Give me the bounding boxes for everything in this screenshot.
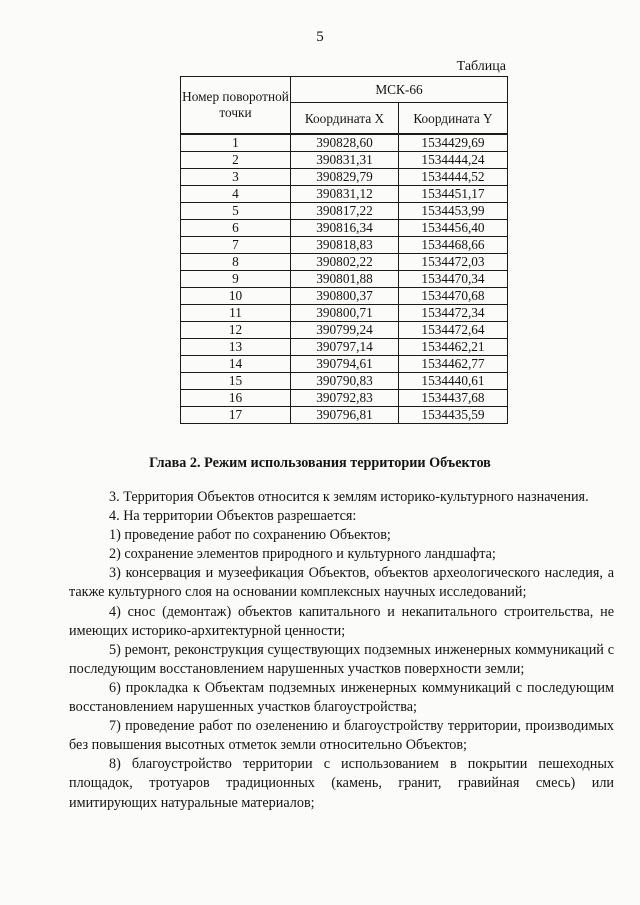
cell-coord-x: 390831,31 xyxy=(291,152,399,169)
cell-point-number: 4 xyxy=(181,186,291,203)
table-row xyxy=(181,254,508,271)
cell-point-number: 5 xyxy=(181,203,291,220)
table-row xyxy=(181,390,508,407)
table-row xyxy=(181,134,508,152)
coordinates-table xyxy=(180,76,508,424)
cell-point-number: 10 xyxy=(181,288,291,305)
cell-coord-x: 390800,71 xyxy=(291,305,399,322)
cell-point-number: 17 xyxy=(181,407,291,424)
cell-coord-y: 1534437,68 xyxy=(399,390,508,407)
cell-point-number: 14 xyxy=(181,356,291,373)
table-row xyxy=(181,271,508,288)
paragraph: 6) прокладка к Объектам подземных инженерных коммуникаций с последующим восстановлением нарушенных участков благоустройства; xyxy=(69,679,614,716)
cell-coord-y: 1534429,69 xyxy=(399,134,508,152)
table-row xyxy=(181,322,508,339)
cell-coord-y: 1534470,34 xyxy=(399,271,508,288)
cell-coord-y: 1534470,68 xyxy=(399,288,508,305)
paragraph: 1) проведение работ по сохранению Объектов; xyxy=(109,527,391,544)
cell-coord-y: 1534468,66 xyxy=(399,237,508,254)
table-row xyxy=(181,305,508,322)
page-number: 5 xyxy=(316,29,324,45)
cell-point-number: 13 xyxy=(181,339,291,356)
header-point-number: Номер поворотной точки xyxy=(181,77,291,135)
table-row xyxy=(181,339,508,356)
cell-coord-y: 1534472,64 xyxy=(399,322,508,339)
cell-coord-x: 390794,61 xyxy=(291,356,399,373)
cell-coord-y: 1534462,77 xyxy=(399,356,508,373)
cell-coord-y: 1534462,21 xyxy=(399,339,508,356)
cell-coord-y: 1534444,52 xyxy=(399,169,508,186)
paragraph: 3. Территория Объектов относится к землям историко-культурного назначения. xyxy=(109,489,589,505)
table-row xyxy=(181,373,508,390)
cell-point-number: 9 xyxy=(181,271,291,288)
table-body xyxy=(181,134,508,424)
table-row xyxy=(181,407,508,424)
cell-coord-x: 390802,22 xyxy=(291,254,399,271)
cell-point-number: 1 xyxy=(181,134,291,152)
header-coord-x: Координата X xyxy=(291,103,399,135)
cell-point-number: 7 xyxy=(181,237,291,254)
cell-coord-y: 1534456,40 xyxy=(399,220,508,237)
cell-coord-y: 1534472,34 xyxy=(399,305,508,322)
table-row xyxy=(181,356,508,373)
table-row xyxy=(181,220,508,237)
chapter-title: Глава 2. Режим использования территории Объектов xyxy=(149,455,491,471)
cell-coord-y: 1534453,99 xyxy=(399,203,508,220)
table-row xyxy=(181,152,508,169)
paragraph: 4. На территории Объектов разрешается: xyxy=(109,508,357,525)
cell-coord-y: 1534472,03 xyxy=(399,254,508,271)
cell-coord-x: 390816,34 xyxy=(291,220,399,237)
paragraph: 4) снос (демонтаж) объектов капитального и некапитального строительства, не имеющих историко-архитектурной ценности; xyxy=(69,603,614,639)
cell-coord-y: 1534440,61 xyxy=(399,373,508,390)
cell-point-number: 12 xyxy=(181,322,291,339)
cell-coord-x: 390799,24 xyxy=(291,322,399,339)
paragraph: 7) проведение работ по озеленению и благоустройству территории, производимых без повышения высотных отметок земли относительно Объектов; xyxy=(69,718,614,754)
cell-coord-x: 390800,37 xyxy=(291,288,399,305)
cell-point-number: 2 xyxy=(181,152,291,169)
table-row xyxy=(181,237,508,254)
paragraph: 2) сохранение элементов природного и культурного ландшафта; xyxy=(109,546,496,563)
cell-point-number: 11 xyxy=(181,305,291,322)
table-row xyxy=(181,186,508,203)
header-coordinate-system: МСК-66 xyxy=(291,77,508,103)
cell-coord-x: 390828,60 xyxy=(291,134,399,152)
cell-coord-x: 390831,12 xyxy=(291,186,399,203)
cell-point-number: 8 xyxy=(181,254,291,271)
cell-coord-x: 390797,14 xyxy=(291,339,399,356)
table-row xyxy=(181,288,508,305)
table-caption: Таблица xyxy=(456,59,506,74)
cell-point-number: 15 xyxy=(181,373,291,390)
paragraph: 3) консервация и музеефикация Объектов, объектов археологического наследия, а также культурного слоя на основании комплексных научных исследований; xyxy=(69,565,614,601)
cell-coord-x: 390801,88 xyxy=(291,271,399,288)
cell-coord-x: 390817,22 xyxy=(291,203,399,220)
header-coord-y: Координата Y xyxy=(399,103,508,135)
cell-coord-x: 390790,83 xyxy=(291,373,399,390)
paragraph: 5) ремонт, реконструкция существующих подземных инженерных коммуникаций с последующим восстановлением нарушенных участков поверхности земли; xyxy=(69,641,614,677)
paragraph: 8) благоустройство территории с использованием в покрытии пешеходных площадок, тротуаров традиционных (камень, гранит, гравийная смесь) или имитирующих натуральные материалов; xyxy=(69,756,614,811)
cell-coord-x: 390796,81 xyxy=(291,407,399,424)
cell-coord-x: 390818,83 xyxy=(291,237,399,254)
table-row xyxy=(181,169,508,186)
cell-coord-x: 390792,83 xyxy=(291,390,399,407)
table-row xyxy=(181,203,508,220)
cell-point-number: 3 xyxy=(181,169,291,186)
cell-coord-y: 1534435,59 xyxy=(399,407,508,424)
cell-coord-y: 1534444,24 xyxy=(399,152,508,169)
cell-coord-y: 1534451,17 xyxy=(399,186,508,203)
cell-coord-x: 390829,79 xyxy=(291,169,399,186)
body-text xyxy=(69,488,614,813)
cell-point-number: 16 xyxy=(181,390,291,407)
cell-point-number: 6 xyxy=(181,220,291,237)
